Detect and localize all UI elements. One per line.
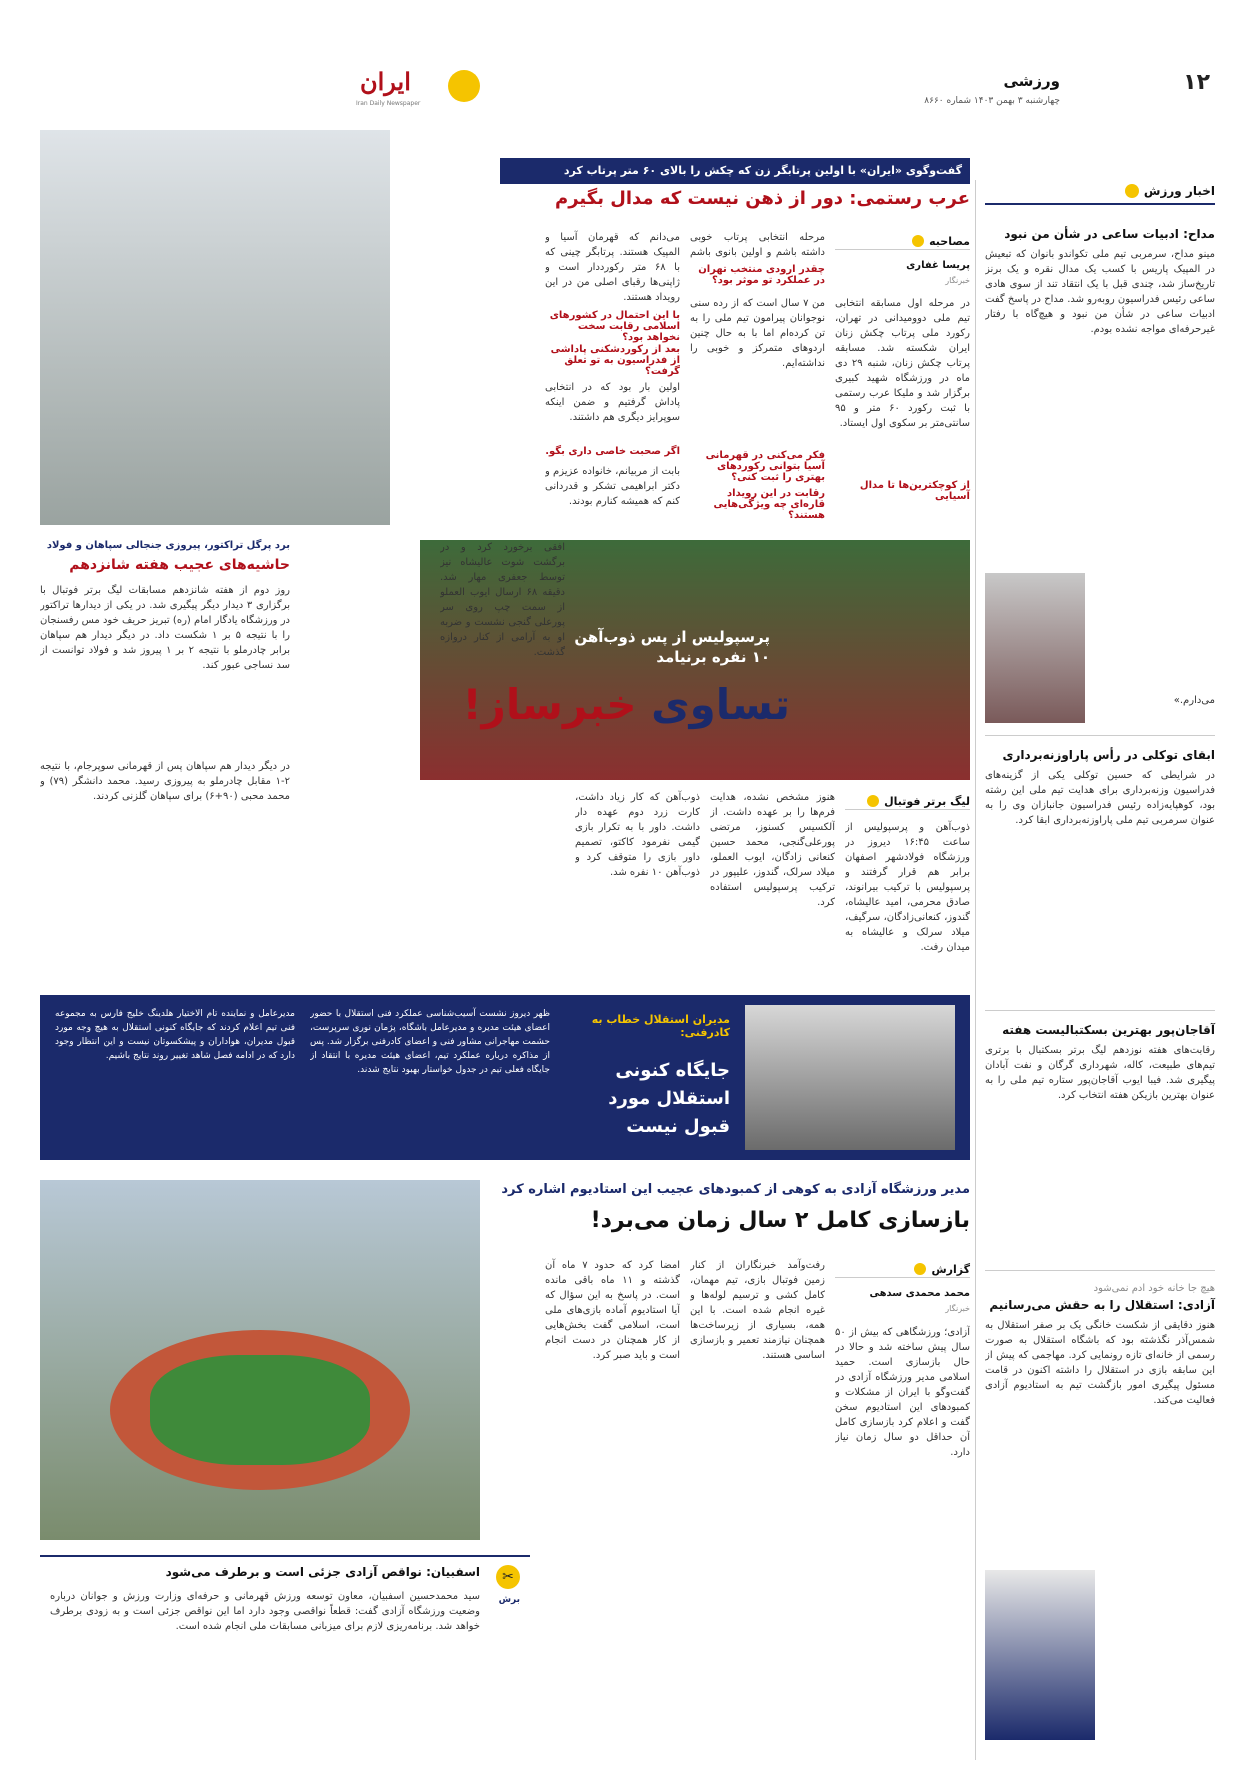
badge-label: لیگ برتر فوتبال [884,795,970,808]
interview-subhead: با این احتمال در کشورهای اسلامی رقابت سخت نخواهد بود؟ [549,310,680,343]
league-col1: ذوب‌آهن و پرسپولیس از ساعت ۱۶:۴۵ دیروز در ورزشگاه فولادشهر اصفهان برابر هم قرار گرفتند و پرسپولیس با ترکیب بیرانوند، صادق محرمی، امید عالیشاه، گندوز، کنعانی‌زادگان، سرگیف، میلاد سرلک و عالیشاه به میدان رفت. [845,822,970,953]
interview-col1: در مرحله اول مسابقه انتخابی تیم ملی دوومیدانی در تهران، رکورد ملی پرتاب چکش زنان ایران شکسته شد. مسابقه پرتاب چکش زنان، شنبه ۲۹ دی ماه در ورزشگاه شهید کبیری برگزار شد و ملیکا عرب رستمی با ثبت رکورد ۶۰ متر و ۹۵ سانتی‌متر بر سکوی اول ایستاد. [835,298,970,429]
league-col3: ذوب‌آهن که کار زیاد داشت، کارت زرد دوم عهده دار داشت. داور با به تکرار بازی گیمی نفرمود کاکتو، تصمیم داور بازی را متوقف کرد و ذوب‌آهن ۱۰ نفره شد. [575,792,700,878]
athlete-photo [40,130,390,525]
logo-sun-icon [448,70,480,102]
interview-col2: مرحله انتخابی پرتاب خوبی داشته باشم و اولین بانوی باشم [690,232,825,258]
notes-section [40,540,290,980]
bullet-icon [1125,184,1139,198]
author-role: خبرنگار [945,276,970,285]
league-kicker: پرسپولیس از پس ذوب‌آهن [574,628,770,646]
league-col2: هنوز مشخص نشده، هدایت فرم‌ها را بر عهده داشت. از آلکسیس کسنوز، مرتضی پورعلی‌گنجی، محمد حسین کنعانی زادگان، ایوب العملو، میلاد سرلک، گندوز، علیپور در ترکیب پرسپولیس استفاده کرد. [710,792,835,908]
story-body: مینو مداح، سرمربی تیم ملی تکواندو بانوان که تبعیش در المپیک پاریس با کسب یک مدال نقره و یک برنز تاریخ‌ساز شد، چندی قبل با یک انتقاد تند از سوی هادی ساعی رئیس فدراسیون روبه‌رو شد. مداح در پاسخ گفت ادبیات ساعی در شأن من نبود و هیچ‌گاه با رفتار غیرحرفه‌ای مواجه نشده بودم. [985,249,1215,335]
story-title: آزادی: استقلال را به حقش می‌رسانیم [989,1298,1215,1312]
interview-section [40,130,970,525]
author-name: محمد محمدی سدهی [869,1288,970,1299]
author-name: پریسا غفاری [906,260,970,271]
stadium-kicker: مدیر ورزشگاه آزادی به کوهی از کمبودهای عجیب این استادیوم اشاره کرد [501,1182,970,1197]
story-title: مداح: ادبیات ساعی در شأن من نبود [1004,227,1215,241]
esteghlal-col2: مدیرعامل و نماینده تام الاختیار هلدینگ خلیج فارس به مجموعه فنی تیم اعلام کردند که جایگاه کنونی استقلال به هیچ وجه مورد قبول مدیران، هواداران و پیشکسوتان نیست و این انتظار وجود دارد که در ادامه فصل شاهد تغییر روند نتایج باشیم. [55,1009,295,1061]
stadium-section [40,1170,970,1760]
story-closing: می‌دارم.» [1173,695,1215,706]
meeting-photo [745,1005,955,1150]
interview-subhead: از کوچکترین‌ها تا مدال آسیایی [859,480,970,502]
league-kicker: ۱۰ نفره برنیامد [656,648,770,666]
story-title: ابقای توکلی در رأس پاراوزنه‌برداری [1002,748,1215,762]
page-header [40,62,1210,122]
story-kicker: هیچ جا خانه خود ادم نمی‌شود [1093,1283,1215,1294]
scissors-icon: ✂ [496,1565,520,1589]
story-body: در شرایطی که حسین توکلی یکی از گزینه‌های فدراسیون وزنه‌برداری برای هدایت تیم ملی این رشته بود، کوهپایه‌زاده رئیس فدراسیون جانبازان وی را به عنوان سرمربی تیم ملی پاراوزنه‌برداری ابقا کرد. [985,770,1215,826]
interview-col3-b: اولین بار بود که در انتخابی پاداش گرفتیم و ضمن اینکه سوپرایز دیگری هم داشتند. [545,382,680,423]
esteghlal-col1: ظهر دیروز نشست آسیب‌شناسی عملکرد فنی استقلال با حضور اعضای هیئت مدیره و مدیرعامل باشگاه، پژمان نوری سرپرست، حشمت مهاجرانی مشاور فنی و اعضای کادرفنی برگزار شد. پس از مذاکره درباره عملکرد تیم، اعضای هیئت مدیره با انتقاد از جایگاه فعلی تیم در جدول خواستار بهبود نتایج شدند. [310,1009,550,1075]
newspaper-logo-sub: Iran Daily Newspaper [356,100,421,107]
badge-label: گزارش [931,1263,970,1276]
story-body: هنوز دقایقی از شکست خانگی یک بر صفر استقلال به شمس‌آذر نگذشته بود که باشگاه استقلال به صورت رسمی از خانه‌ای تازه رونمایی کرد. مهاجمی که پیش از این سابقه بازی در استقلال را داشته اکنون در قامت مسئول پیگیری امور بازگشت تیم به استادیوم آزادی فعالیت می‌کند. [985,1320,1215,1406]
story-body: رقابت‌های هفته نوزدهم لیگ برتر بسکتبال با برتری تیم‌های طبیعت، کاله، شهرداری گرگان و نفت آبادان پیگیری شد. فیبا ایوب آقاجان‌پور ستاره تیم ملی را به عنوان بهترین بازیکن هفته انتخاب کرد. [985,1045,1215,1101]
bullet-icon [867,795,879,807]
side-note [40,1555,530,1755]
league-badge [845,790,970,810]
interview-col3-c: بابت از مربیانم، خانواده عزیزم و دکتر ابراهیمی تشکر و قدردانی کنم که همیشه کنارم بودند. [545,466,680,507]
side-note-title: اسفبیان: نواقص آزادی جزئی است و برطرف می‌شود [165,1565,480,1579]
interview-subhead: رقابت در این رویداد قاره‌ای چه ویژگی‌هایی هستند؟ [713,488,825,521]
esteghlal-kicker: مدیران استقلال خطاب به کادرفنی: [591,1013,730,1039]
notes-kicker: برد پرگل تراکتور، پیروزی جنجالی سپاهان و فولاد [46,540,290,551]
page-number: ۱۲ [1183,70,1210,95]
interview-badge [835,230,970,250]
league-title-part: تساوی [651,680,790,729]
side-note-body: سید محمدحسین اسفبیان، معاون توسعه ورزش قهرمانی و حرفه‌ای وزارت ورزش و جوانان درباره وضعیت ورزشگاه آزادی گفت: قطعاً نواقصی وجود دارد اما این نواقص جزئی است و به زودی برطرف خواهد شد. برنامه‌ریزی لازم برای میزبانی مسابقات ملی انجام شده است. [50,1591,480,1632]
interview-col2-b: من ۷ سال است که از رده سنی نوجوانان پیرامون تیم ملی را به تن کرده‌ام اما با به حال چنین اردوهای متمرکز و خوبی را نداشته‌ایم. [690,298,825,369]
bullet-icon [914,1263,926,1275]
badge-label: مصاحبه [929,235,970,248]
esteghlal-title: جایگاه کنونی استقلال مورد قبول نیست [608,1060,730,1137]
league-section [300,540,970,980]
league-col4: افقی برخورد کرد و در برگشت شوت عالیشاه نیز توسط جعفری مهار شد. دقیقه ۶۸ ارسال ایوب العملو از سمت چپ روی سر پورعلی گنجی نشست و ضربه او به آرامی از کنار دروازه گذشت. [440,542,565,658]
notes-title: حاشیه‌های عجیب هفته شانزدهم [69,557,290,573]
sidebar-label: اخبار ورزش [1143,184,1215,198]
esteghlal-banner [40,995,970,1160]
section-title: ورزشی [1003,72,1060,90]
stadium-col1: آزادی؛ ورزشگاهی که بیش از ۵۰ سال پیش ساخته شد و حالا در حال بازسازی است. حمید اسلامی مدیر ورزشگاه آزادی در گفت‌وگو با ایران از مشکلات و کمبودهای این استادیوم سخن گفت و اعلام کرد بازسازی کامل آن حداقل دو سال زمان نیاز دارد. [835,1327,970,1458]
interview-kicker: گفت‌وگوی «ایران» با اولین پرتابگر زن که چکش را بالای ۶۰ متر پرتاب کرد [500,158,970,184]
coach-photo [985,573,1085,723]
stadium-badge [835,1258,970,1278]
stadium-title: بازسازی کامل ۲ سال زمان می‌برد! [590,1208,970,1233]
notes-body: در دیگر دیدار هم سپاهان پس از قهرمانی سوپرجام، با نتیجه ۲-۱ مقابل چادرملو به پیروزی رسید. محمد دانشگر (۷۹) و محمد محبی (۹۰+۶) برای سپاهان گلزنی کردند. [40,761,290,802]
interview-subhead: بعد از رکوردشکنی پاداشی از فدراسیون به تو تعلق گرفت؟ [550,344,680,377]
stadium-col3: امضا کرد که حدود ۷ ماه آن گذشته و ۱۱ ماه باقی مانده است. در پاسخ به این سؤال که آیا استادیوم آماده بازی‌های ملی است، اسلامی گفت بخش‌هایی از کار همچنان در دست انجام است و باید صبر کرد. [545,1260,680,1361]
player-photo [985,1570,1095,1740]
newspaper-logo: ایران [360,67,411,96]
author-role: خبرنگار [945,1304,970,1313]
stadium-photo [40,1180,480,1540]
story-title: آقاجان‌پور بهترین بسکتبالیست هفته [1002,1023,1215,1037]
sidebar [985,180,1215,1760]
interview-subhead: فکر می‌کنی در قهرمانی آسیا بتوانی رکوردهای بهتری را ثبت کنی؟ [705,450,825,483]
interview-subhead: چقدر ارودی منتخب تهران در عملکرد تو موثر بود؟ [698,264,825,286]
stadium-col2: رفت‌وآمد خبرنگاران از کنار زمین فوتبال بازی، تیم مهمان، کامل کشی و ترسیم لوله‌ها و غیره انجام شده است. با این همه، بسیاری از زیرساخت‌ها همچنان نیازمند تعمیر و بازسازی اساسی هستند. [690,1260,825,1361]
league-title-part: خبرساز! [462,680,637,729]
interview-subhead: اگر صحبت خاصی داری بگو. [545,446,680,457]
interview-col3: می‌دانم که قهرمان آسیا و المپیک هستند. پرتابگر چینی که با ۶۸ متر رکورددار است و ژاپنی‌ها رقبای اصلی من در این رویداد هستند. [545,232,680,303]
interview-title: عرب رستمی: دور از ذهن نیست که مدال بگیرم [555,188,970,209]
notes-body: روز دوم از هفته شانزدهم مسابقات لیگ برتر فوتبال با برگزاری ۳ دیدار دیگر پیگیری شد. در یکی از دیدارها تراکتور در ورزشگاه یادگار امام (ره) تبریز حریف خود مس رفسنجان را با نتیجه ۵ بر ۱ شکست داد. در دیگر دیدار هم سپاهان برابر چادرملو با نتیجه ۲ بر ۱ پیروز شد و فولاد توانست از سد نساجی عبور کند. [40,585,290,671]
side-note-badge: برش [498,1595,520,1605]
bullet-icon [912,235,924,247]
date-line: چهارشنبه ۳ بهمن ۱۴۰۳ شماره ۸۶۶۰ [924,96,1060,106]
